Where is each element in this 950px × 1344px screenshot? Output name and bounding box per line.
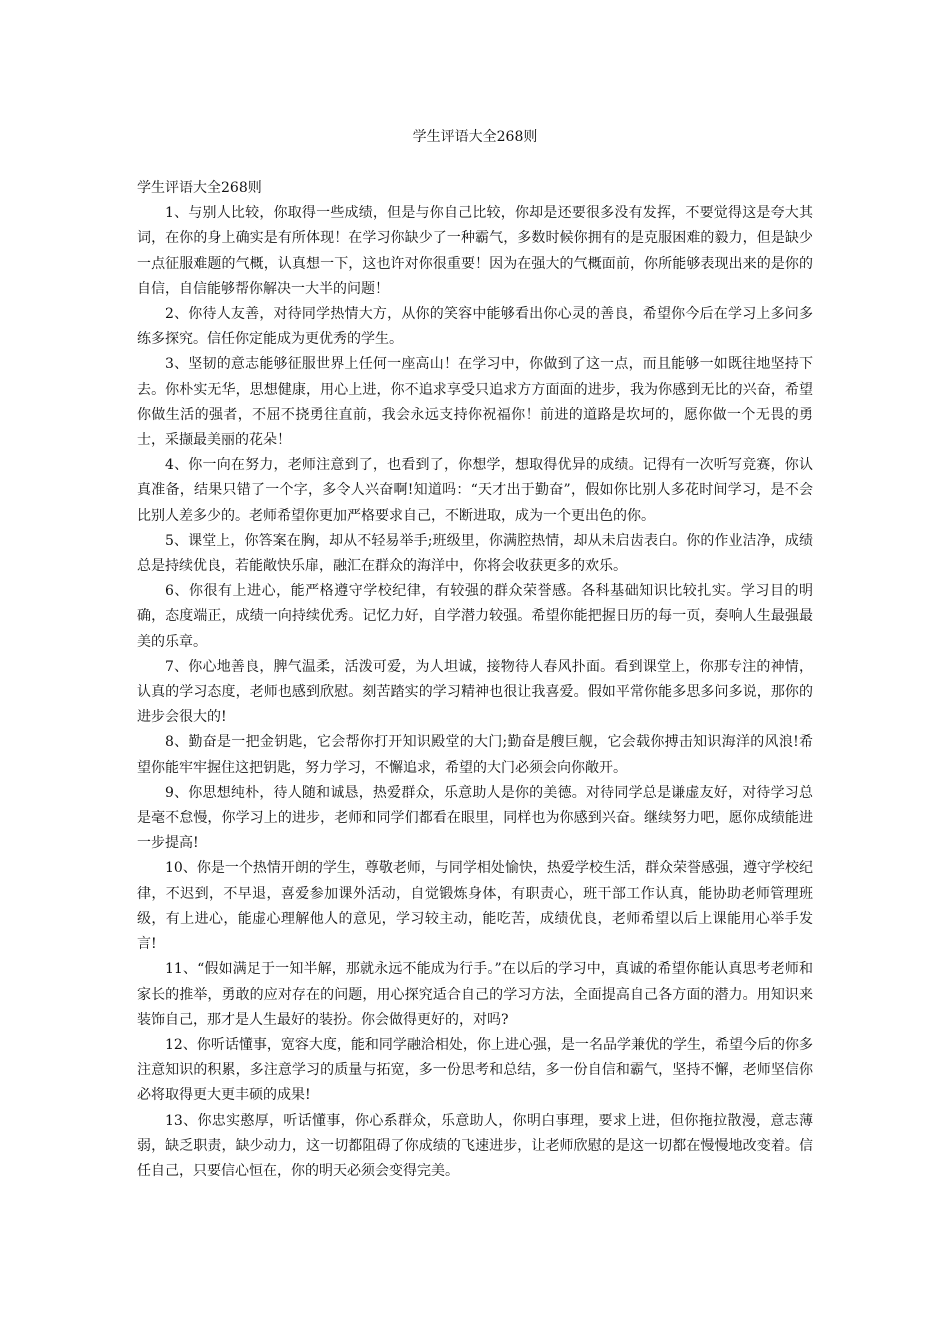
comment-paragraph-9: 9、你思想纯朴，待人随和诚恳，热爱群众，乐意助人是你的美德。对待同学总是谦虚友好，对待学习总是毫不怠慢，你学习上的进步，老师和同学们都看在眼里，同样也为你感到兴奋。继续努力吧，愿你成绩能进一步提高! (137, 784, 813, 852)
comment-paragraph-12: 12、你听话懂事，宽容大度，能和同学融洽相处，你上进心强，是一名品学兼优的学生，希望今后的你多注意知识的积累，多注意学习的质量与拓宽，多一份思考和总结，多一份自信和霸气，坚持不懈，老师坚信你必将取得更大更丰硕的成果! (137, 1036, 813, 1104)
comment-paragraph-11: 11、“假如满足于一知半解，那就永远不能成为行手。”在以后的学习中，真诚的希望你能认真思考老师和家长的推举，勇敢的应对存在的问题，用心探究适合自己的学习方法，全面提高自己各方面的潜力。用知识来装饰自己，那才是人生最好的装扮。你会做得更好的，对吗? (137, 961, 813, 1028)
document-title: 学生评语大全268则 (412, 129, 538, 145)
document-body (137, 176, 813, 1184)
comment-paragraph-3: 3、坚韧的意志能够征服世界上任何一座高山！在学习中，你做到了这一点，而且能够一如既往地坚持下去。你朴实无华，思想健康，用心上进，你不追求享受只追求方方面面的进步，我为你感到无比的兴奋，希望你做生活的强者，不屈不挠勇往直前，我会永远支持你祝福你！前进的道路是坎坷的，愿你做一个无畏的勇士，采撷最美丽的花朵！ (137, 356, 813, 449)
comment-paragraph-8: 8、勤奋是一把金钥匙，它会帮你打开知识殿堂的大门;勤奋是艘巨舰，它会载你搏击知识海洋的风浪!希望你能牢牢握住这把钥匙，努力学习，不懈追求，希望的大门必须会向你敞开。 (137, 734, 813, 776)
comment-paragraph-10: 10、你是一个热情开朗的学生，尊敬老师，与同学相处愉快，热爱学校生活，群众荣誉感强，遵守学校纪律，不迟到，不早退，喜爱参加课外活动，自觉锻炼身体，有职责心，班干部工作认真，能协助老师管理班级，有上进心，能虚心理解他人的意见，学习较主动，能吃苦，成绩优良，老师希望以后上课能用心举手发言! (137, 860, 813, 953)
comment-paragraph-1: 1、与别人比较，你取得一些成绩，但是与你自己比较，你却是还要很多没有发挥，不要觉得这是夸大其词，在你的身上确实是有所体现！在学习你缺少了一种霸气，多数时候你拥有的是克服困难的毅力，但是缺少一点征服难题的气概，认真想一下，这也许对你很重要！因为在强大的气概面前，你所能够表现出来的是你的自信，自信能够帮你解决一大半的问题！ (137, 205, 813, 297)
comment-paragraph-4: 4、你一向在努力，老师注意到了，也看到了，你想学，想取得优异的成绩。记得有一次听写竞赛，你认真准备，结果只错了一个字，多令人兴奋啊!知道吗：“天才出于勤奋”，假如你比别人多花时间学习，是不会比别人差多少的。老师希望你更加严格要求自己，不断进取，成为一个更出色的你。 (137, 457, 813, 524)
document-subtitle: 学生评语大全268则 (137, 180, 262, 196)
comment-paragraph-7: 7、你心地善良，脾气温柔，活泼可爱，为人坦诚，接物待人春风扑面。看到课堂上，你那专注的神情，认真的学习态度，老师也感到欣慰。刻苦踏实的学习精神也很让我喜爱。假如平常你能多思多问多说，那你的进步会很大的! (137, 658, 813, 726)
comment-paragraph-5: 5、课堂上，你答案在胸，却从不轻易举手;班级里，你满腔热情，却从未启齿表白。你的作业洁净，成绩总是持续优良，若能敞快乐扉，融汇在群众的海洋中，你将会收获更多的欢乐。 (137, 532, 813, 575)
comment-paragraph-6: 6、你很有上进心，能严格遵守学校纪律，有较强的群众荣誉感。各科基础知识比较扎实。学习目的明确，态度端正，成绩一向持续优秀。记忆力好，自学潜力较强。希望你能把握日历的每一页，奏响人生最强最美的乐章。 (137, 583, 813, 650)
comment-paragraph-13: 13、你忠实憨厚，听话懂事，你心系群众，乐意助人，你明白事理，要求上进，但你拖拉散漫，意志薄弱，缺乏职责，缺少动力，这一切都阻碍了你成绩的飞速进步，让老师欣慰的是这一切都在慢慢地改变着。信任自己，只要信心恒在，你的明天必须会变得完美。 (137, 1112, 813, 1179)
comment-paragraph-2: 2、你待人友善，对待同学热情大方，从你的笑容中能够看出你心灵的善良，希望你今后在学习上多问多练多探究。信任你定能成为更优秀的学生。 (137, 306, 813, 348)
